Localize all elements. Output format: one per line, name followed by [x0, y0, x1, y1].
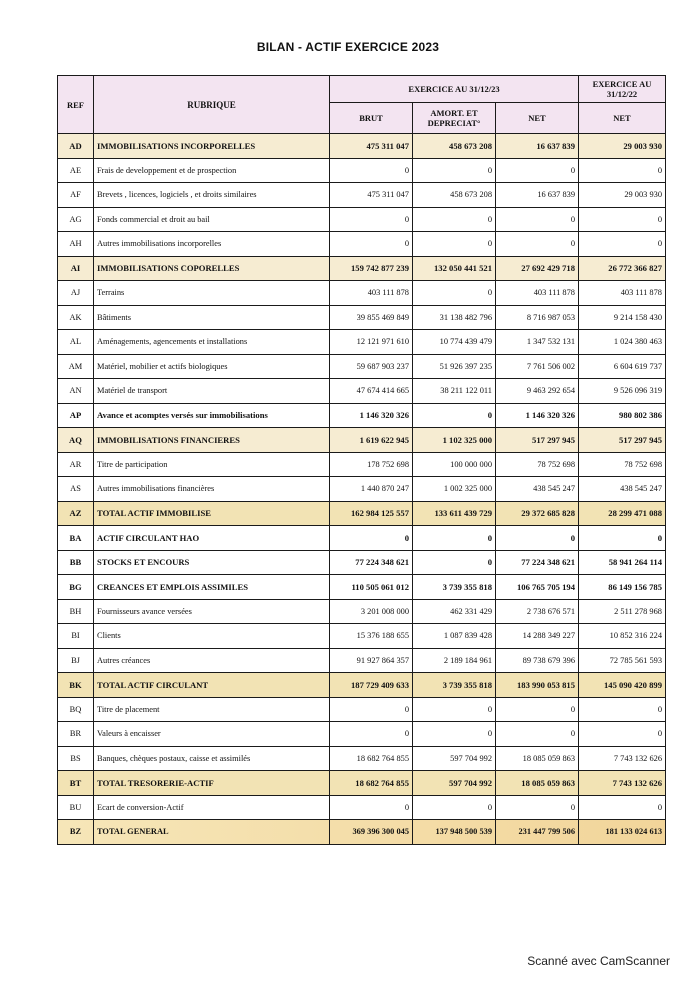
row-ref: AP [58, 403, 94, 428]
table-row [58, 795, 666, 820]
row-ref: BZ [58, 820, 94, 845]
row-brut: 403 111 878 [330, 281, 413, 306]
row-ref: BK [58, 673, 94, 698]
header-amort: AMORT. ET DEPRECIAT° [413, 103, 496, 134]
row-ref: BB [58, 550, 94, 575]
row-net-prev: 517 297 945 [579, 428, 666, 453]
row-brut: 77 224 348 621 [330, 550, 413, 575]
row-label: Titre de participation [94, 452, 330, 477]
row-net-prev: 9 526 096 319 [579, 379, 666, 404]
row-label: Autres immobilisations financières [94, 477, 330, 502]
row-ref: AQ [58, 428, 94, 453]
row-brut: 110 505 061 012 [330, 575, 413, 600]
row-net: 29 372 685 828 [496, 501, 579, 526]
row-label: IMMOBILISATIONS FINANCIERES [94, 428, 330, 453]
table-row [58, 305, 666, 330]
row-ref: BR [58, 722, 94, 747]
row-net: 77 224 348 621 [496, 550, 579, 575]
row-net: 231 447 799 506 [496, 820, 579, 845]
row-amort: 1 002 325 000 [413, 477, 496, 502]
table-row [58, 624, 666, 649]
row-label: Aménagements, agencements et installations [94, 330, 330, 355]
row-net: 0 [496, 795, 579, 820]
row-brut: 0 [330, 526, 413, 551]
row-net: 438 545 247 [496, 477, 579, 502]
row-amort: 3 739 355 818 [413, 673, 496, 698]
row-net: 0 [496, 232, 579, 257]
row-brut: 3 201 008 000 [330, 599, 413, 624]
row-net: 0 [496, 158, 579, 183]
row-net-prev: 145 090 420 899 [579, 673, 666, 698]
row-net-prev: 181 133 024 613 [579, 820, 666, 845]
row-label: Avance et acomptes versés sur immobilisations [94, 403, 330, 428]
table-row [58, 207, 666, 232]
row-net-prev: 7 743 132 626 [579, 746, 666, 771]
row-label: Matériel de transport [94, 379, 330, 404]
row-brut: 178 752 698 [330, 452, 413, 477]
table-row [58, 746, 666, 771]
row-ref: BH [58, 599, 94, 624]
row-net: 27 692 429 718 [496, 256, 579, 281]
row-brut: 162 984 125 557 [330, 501, 413, 526]
table-row [58, 526, 666, 551]
row-label: TOTAL ACTIF IMMOBILISE [94, 501, 330, 526]
row-brut: 15 376 188 655 [330, 624, 413, 649]
row-net-prev: 7 743 132 626 [579, 771, 666, 796]
document-title: BILAN - ACTIF EXERCICE 2023 [256, 40, 440, 54]
row-net: 18 085 059 863 [496, 746, 579, 771]
row-net-prev: 28 299 471 088 [579, 501, 666, 526]
camscanner-footer: Scanné avec CamScanner [527, 954, 670, 968]
row-amort: 0 [413, 722, 496, 747]
row-ref: BT [58, 771, 94, 796]
row-brut: 39 855 469 849 [330, 305, 413, 330]
row-ref: BA [58, 526, 94, 551]
row-label: STOCKS ET ENCOURS [94, 550, 330, 575]
table-row [58, 599, 666, 624]
table-row [58, 281, 666, 306]
row-label: Frais de developpement et de prospection [94, 158, 330, 183]
row-net-prev: 0 [579, 207, 666, 232]
table-row [58, 158, 666, 183]
row-net: 78 752 698 [496, 452, 579, 477]
row-net-prev: 86 149 156 785 [579, 575, 666, 600]
row-ref: BQ [58, 697, 94, 722]
row-amort: 0 [413, 795, 496, 820]
table-row [58, 477, 666, 502]
row-brut: 0 [330, 158, 413, 183]
row-amort: 458 673 208 [413, 183, 496, 208]
table-row [58, 134, 666, 159]
row-ref: BG [58, 575, 94, 600]
row-amort: 0 [413, 526, 496, 551]
row-amort: 0 [413, 550, 496, 575]
row-amort: 1 087 839 428 [413, 624, 496, 649]
table-row [58, 452, 666, 477]
row-net-prev: 6 604 619 737 [579, 354, 666, 379]
row-net: 0 [496, 526, 579, 551]
table-row [58, 428, 666, 453]
row-net-prev: 0 [579, 158, 666, 183]
row-net-prev: 29 003 930 [579, 183, 666, 208]
row-ref: BU [58, 795, 94, 820]
row-ref: BS [58, 746, 94, 771]
row-amort: 597 704 992 [413, 771, 496, 796]
row-net: 1 347 532 131 [496, 330, 579, 355]
row-amort: 0 [413, 403, 496, 428]
row-net-prev: 0 [579, 722, 666, 747]
row-amort: 132 050 441 521 [413, 256, 496, 281]
row-brut: 159 742 877 239 [330, 256, 413, 281]
row-label: Valeurs à encaisser [94, 722, 330, 747]
row-net-prev: 0 [579, 526, 666, 551]
row-label: Fonds commercial et droit au bail [94, 207, 330, 232]
row-ref: AD [58, 134, 94, 159]
row-amort: 51 926 397 235 [413, 354, 496, 379]
table-row [58, 256, 666, 281]
row-net: 16 637 839 [496, 183, 579, 208]
row-brut: 0 [330, 207, 413, 232]
row-net: 1 146 320 326 [496, 403, 579, 428]
row-ref: BI [58, 624, 94, 649]
header-net-prev: NET [579, 103, 666, 134]
row-net-prev: 10 852 316 224 [579, 624, 666, 649]
row-amort: 1 102 325 000 [413, 428, 496, 453]
table-row [58, 379, 666, 404]
table-row [58, 330, 666, 355]
row-label: ACTIF CIRCULANT HAO [94, 526, 330, 551]
row-label: TOTAL ACTIF CIRCULANT [94, 673, 330, 698]
row-amort: 3 739 355 818 [413, 575, 496, 600]
row-ref: AL [58, 330, 94, 355]
row-ref: AE [58, 158, 94, 183]
row-brut: 91 927 864 357 [330, 648, 413, 673]
header-exercice-current: EXERCICE AU 31/12/23 [330, 76, 579, 103]
row-net: 16 637 839 [496, 134, 579, 159]
table-row [58, 550, 666, 575]
row-label: Matériel, mobilier et actifs biologiques [94, 354, 330, 379]
row-ref: AM [58, 354, 94, 379]
table-row [58, 771, 666, 796]
row-label: TOTAL TRESORERIE-ACTIF [94, 771, 330, 796]
row-ref: AK [58, 305, 94, 330]
row-ref: AF [58, 183, 94, 208]
row-brut: 0 [330, 722, 413, 747]
row-amort: 597 704 992 [413, 746, 496, 771]
header-brut: BRUT [330, 103, 413, 134]
row-net-prev: 72 785 561 593 [579, 648, 666, 673]
balance-sheet-table [57, 75, 666, 845]
row-net: 0 [496, 697, 579, 722]
row-net: 18 085 059 863 [496, 771, 579, 796]
row-brut: 1 440 870 247 [330, 477, 413, 502]
row-net-prev: 0 [579, 795, 666, 820]
row-net-prev: 58 941 264 114 [579, 550, 666, 575]
row-net-prev: 403 111 878 [579, 281, 666, 306]
row-amort: 133 611 439 729 [413, 501, 496, 526]
row-net: 89 738 679 396 [496, 648, 579, 673]
row-net-prev: 26 772 366 827 [579, 256, 666, 281]
row-label: CREANCES ET EMPLOIS ASSIMILES [94, 575, 330, 600]
row-amort: 2 189 184 961 [413, 648, 496, 673]
row-brut: 1 619 622 945 [330, 428, 413, 453]
table-row [58, 403, 666, 428]
row-brut: 0 [330, 232, 413, 257]
row-label: Terrains [94, 281, 330, 306]
table-row [58, 722, 666, 747]
row-net-prev: 78 752 698 [579, 452, 666, 477]
row-label: IMMOBILISATIONS COPORELLES [94, 256, 330, 281]
row-label: Bâtiments [94, 305, 330, 330]
row-brut: 187 729 409 633 [330, 673, 413, 698]
row-net-prev: 0 [579, 697, 666, 722]
row-amort: 0 [413, 281, 496, 306]
row-brut: 0 [330, 697, 413, 722]
row-amort: 458 673 208 [413, 134, 496, 159]
table-row [58, 575, 666, 600]
table-row [58, 232, 666, 257]
row-label: Banques, chèques postaux, caisse et assimilés [94, 746, 330, 771]
row-brut: 59 687 903 237 [330, 354, 413, 379]
row-ref: AH [58, 232, 94, 257]
row-net-prev: 0 [579, 232, 666, 257]
table-row [58, 354, 666, 379]
row-net: 0 [496, 207, 579, 232]
row-brut: 18 682 764 855 [330, 771, 413, 796]
row-label: Clients [94, 624, 330, 649]
row-ref: AJ [58, 281, 94, 306]
row-ref: AS [58, 477, 94, 502]
row-brut: 0 [330, 795, 413, 820]
row-net: 7 761 506 002 [496, 354, 579, 379]
row-brut: 18 682 764 855 [330, 746, 413, 771]
row-net-prev: 2 511 278 968 [579, 599, 666, 624]
table-row [58, 673, 666, 698]
row-net-prev: 9 214 158 430 [579, 305, 666, 330]
row-net: 0 [496, 722, 579, 747]
row-net: 2 738 676 571 [496, 599, 579, 624]
row-ref: BJ [58, 648, 94, 673]
table-body [58, 134, 666, 845]
row-net: 517 297 945 [496, 428, 579, 453]
row-net: 106 765 705 194 [496, 575, 579, 600]
row-amort: 38 211 122 011 [413, 379, 496, 404]
row-ref: AI [58, 256, 94, 281]
row-brut: 369 396 300 045 [330, 820, 413, 845]
row-net-prev: 1 024 380 463 [579, 330, 666, 355]
row-ref: AN [58, 379, 94, 404]
header-rubrique: RUBRIQUE [94, 76, 330, 134]
row-amort: 31 138 482 796 [413, 305, 496, 330]
row-label: Autres créances [94, 648, 330, 673]
row-net: 183 990 053 815 [496, 673, 579, 698]
row-amort: 0 [413, 697, 496, 722]
row-net-prev: 29 003 930 [579, 134, 666, 159]
row-label: Fournisseurs avance versées [94, 599, 330, 624]
row-ref: AG [58, 207, 94, 232]
header-net: NET [496, 103, 579, 134]
row-label: Ecart de conversion-Actif [94, 795, 330, 820]
row-label: Autres immobilisations incorporelles [94, 232, 330, 257]
row-net: 8 716 987 053 [496, 305, 579, 330]
table-row [58, 648, 666, 673]
row-amort: 100 000 000 [413, 452, 496, 477]
row-brut: 475 311 047 [330, 134, 413, 159]
row-label: Brevets , licences, logiciels , et droits similaires [94, 183, 330, 208]
row-amort: 0 [413, 158, 496, 183]
row-ref: AR [58, 452, 94, 477]
row-ref: AZ [58, 501, 94, 526]
table-row [58, 697, 666, 722]
row-net: 9 463 292 654 [496, 379, 579, 404]
header-ref: REF [58, 76, 94, 134]
row-amort: 10 774 439 479 [413, 330, 496, 355]
row-net: 14 288 349 227 [496, 624, 579, 649]
header-exercice-previous: EXERCICE AU 31/12/22 [579, 76, 666, 103]
row-brut: 475 311 047 [330, 183, 413, 208]
table-row [58, 183, 666, 208]
row-label: Titre de placement [94, 697, 330, 722]
row-amort: 0 [413, 207, 496, 232]
table-row [58, 820, 666, 845]
row-amort: 0 [413, 232, 496, 257]
row-amort: 462 331 429 [413, 599, 496, 624]
row-net-prev: 980 802 386 [579, 403, 666, 428]
row-net: 403 111 878 [496, 281, 579, 306]
row-label: TOTAL GENERAL [94, 820, 330, 845]
row-brut: 12 121 971 610 [330, 330, 413, 355]
row-brut: 47 674 414 665 [330, 379, 413, 404]
row-brut: 1 146 320 326 [330, 403, 413, 428]
table-row [58, 501, 666, 526]
row-label: IMMOBILISATIONS INCORPORELLES [94, 134, 330, 159]
row-net-prev: 438 545 247 [579, 477, 666, 502]
row-amort: 137 948 500 539 [413, 820, 496, 845]
